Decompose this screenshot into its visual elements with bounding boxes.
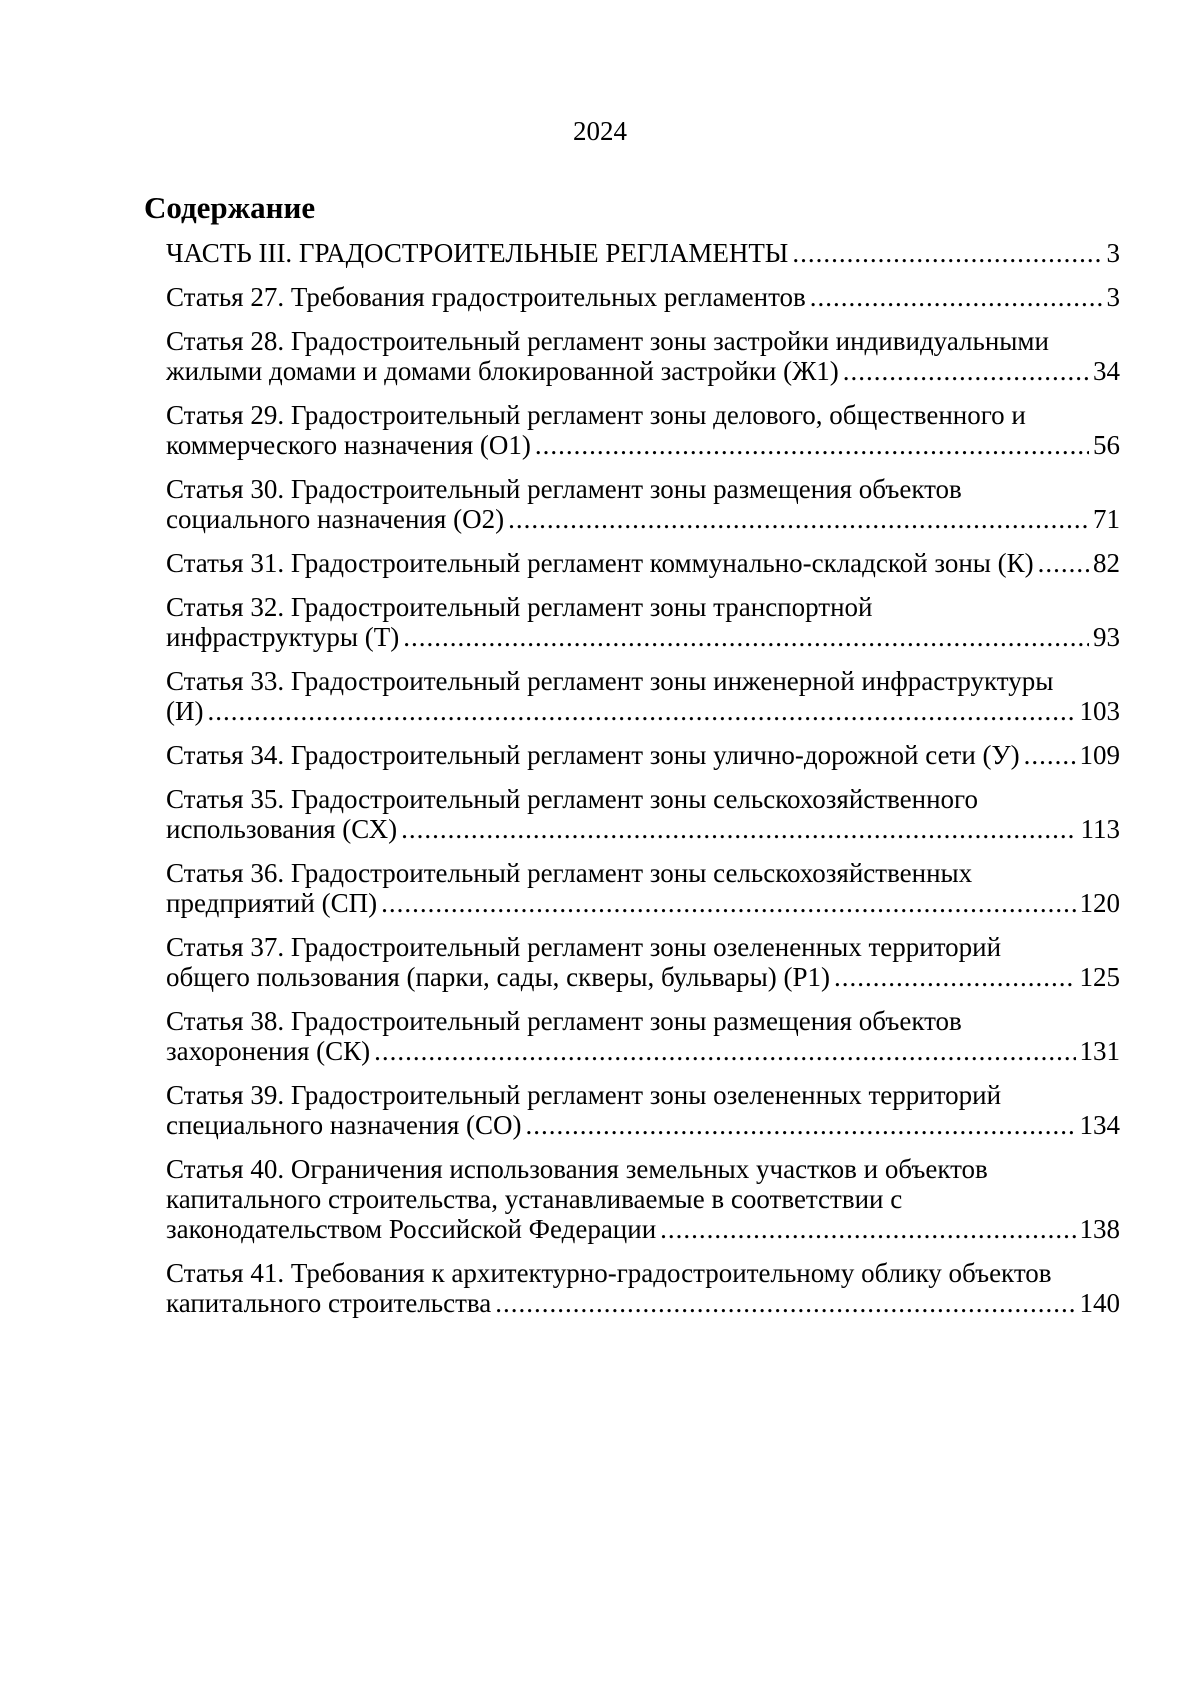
toc-entry-title-start: Статья 38. Градостроительный регламент зоны размещения объектов [166, 1006, 962, 1036]
toc-page-number: 109 [1079, 740, 1120, 770]
toc-leader-dots [495, 1288, 1075, 1318]
toc-entry-title-end: общего пользования (парки, сады, скверы, бульвары) (Р1) [166, 962, 831, 992]
toc-entry[interactable] [166, 238, 1120, 268]
toc-leader-dots [1038, 548, 1089, 578]
toc-entry[interactable] [166, 1006, 1120, 1066]
toc-leader-dots [526, 1110, 1076, 1140]
toc-entry-title: Статья 34. Градостроительный регламент зоны улично-дорожной сети (У) [166, 740, 1020, 770]
toc-leader-dots [660, 1214, 1075, 1244]
toc-entry[interactable] [166, 858, 1120, 918]
toc-entry[interactable] [166, 666, 1120, 726]
toc-entry[interactable] [166, 474, 1120, 534]
toc-page-number: 134 [1079, 1110, 1120, 1140]
toc-entry[interactable] [166, 592, 1120, 652]
toc-entry[interactable] [166, 740, 1120, 770]
toc-page-number: 120 [1079, 888, 1120, 918]
toc-leader-dots [810, 282, 1103, 312]
toc-leader-dots [508, 504, 1089, 534]
toc-page-number: 93 [1093, 622, 1120, 652]
toc-entry-title-start: Статья 40. Ограничения использования земельных участков и объектов капитального строительства, устанавливаемые в соответствии с [166, 1154, 988, 1214]
toc-leader-dots [843, 356, 1089, 386]
toc-title: Содержание [144, 190, 316, 225]
toc-entry[interactable] [166, 326, 1120, 386]
toc-page-number: 34 [1093, 356, 1120, 386]
toc-entry-title-end: социального назначения (О2) [166, 504, 505, 534]
toc-page-number: 56 [1093, 430, 1120, 460]
toc-page-number: 138 [1079, 1214, 1120, 1244]
toc-entry-title: Статья 31. Градостроительный регламент коммунально-складской зоны (К) [166, 548, 1034, 578]
toc-page-number: 125 [1079, 962, 1120, 992]
toc-entry-title-start: Статья 28. Градостроительный регламент зоны застройки индивидуальными [166, 326, 1049, 356]
toc-leader-dots [374, 1036, 1075, 1066]
toc-entry[interactable] [166, 932, 1120, 992]
toc-entry-title-start: Статья 29. Градостроительный регламент зоны делового, общественного и [166, 400, 1026, 430]
toc-entry-title: ЧАСТЬ III. ГРАДОСТРОИТЕЛЬНЫЕ РЕГЛАМЕНТЫ [166, 238, 789, 268]
toc-page-number: 103 [1079, 696, 1120, 726]
toc-page-number: 3 [1106, 282, 1120, 312]
toc-entry[interactable] [166, 1080, 1120, 1140]
toc-entry-title-start: Статья 37. Градостроительный регламент зоны озелененных территорий [166, 932, 1002, 962]
toc-page-number: 71 [1093, 504, 1120, 534]
toc-leader-dots [401, 814, 1076, 844]
toc-leader-dots [535, 430, 1089, 460]
document-year: 2024 [573, 116, 627, 146]
toc-entry-title-end: (И) [166, 696, 204, 726]
toc-page-number: 3 [1106, 238, 1120, 268]
table-of-contents [166, 238, 1120, 1332]
toc-entry-title-end: инфраструктуры (Т) [166, 622, 400, 652]
toc-entry-title-start: Статья 41. Требования к архитектурно-градостроительному облику объектов [166, 1258, 1052, 1288]
toc-entry[interactable] [166, 1258, 1120, 1318]
toc-entry[interactable] [166, 400, 1120, 460]
toc-leader-dots [403, 622, 1089, 652]
toc-entry-title-end: захоронения (СК) [166, 1036, 371, 1066]
toc-leader-dots [1024, 740, 1076, 770]
toc-entry[interactable] [166, 548, 1120, 578]
toc-entry-title-start: Статья 30. Градостроительный регламент зоны размещения объектов [166, 474, 962, 504]
toc-page-number: 140 [1079, 1288, 1120, 1318]
toc-page-number: 113 [1080, 814, 1120, 844]
toc-entry[interactable] [166, 784, 1120, 844]
toc-entry-title-end: специального назначения (СО) [166, 1110, 522, 1140]
toc-leader-dots [381, 888, 1075, 918]
toc-page-number: 131 [1079, 1036, 1120, 1066]
toc-entry-title-end: законодательством Российской Федерации [166, 1214, 657, 1244]
toc-entry-title-end: капитального строительства [166, 1288, 492, 1318]
toc-entry-title-end: использования (СХ) [166, 814, 398, 844]
toc-entry-title-end: коммерческого назначения (О1) [166, 430, 531, 460]
toc-entry[interactable] [166, 1154, 1120, 1244]
toc-entry-title-start: Статья 36. Градостроительный регламент зоны сельскохозяйственных [166, 858, 973, 888]
toc-entry-title-start: Статья 32. Градостроительный регламент зоны транспортной [166, 592, 873, 622]
toc-entry-title: Статья 27. Требования градостроительных регламентов [166, 282, 806, 312]
toc-entry[interactable] [166, 282, 1120, 312]
toc-entry-title-end: жилыми домами и домами блокированной застройки (Ж1) [166, 356, 839, 386]
toc-entry-title-start: Статья 33. Градостроительный регламент зоны инженерной инфраструктуры [166, 666, 1054, 696]
toc-entry-title-start: Статья 39. Градостроительный регламент зоны озелененных территорий [166, 1080, 1002, 1110]
toc-leader-dots [834, 962, 1075, 992]
toc-page-number: 82 [1093, 548, 1120, 578]
toc-leader-dots [792, 238, 1102, 268]
toc-entry-title-start: Статья 35. Градостроительный регламент зоны сельскохозяйственного [166, 784, 978, 814]
toc-entry-title-end: предприятий (СП) [166, 888, 378, 918]
toc-leader-dots [207, 696, 1075, 726]
